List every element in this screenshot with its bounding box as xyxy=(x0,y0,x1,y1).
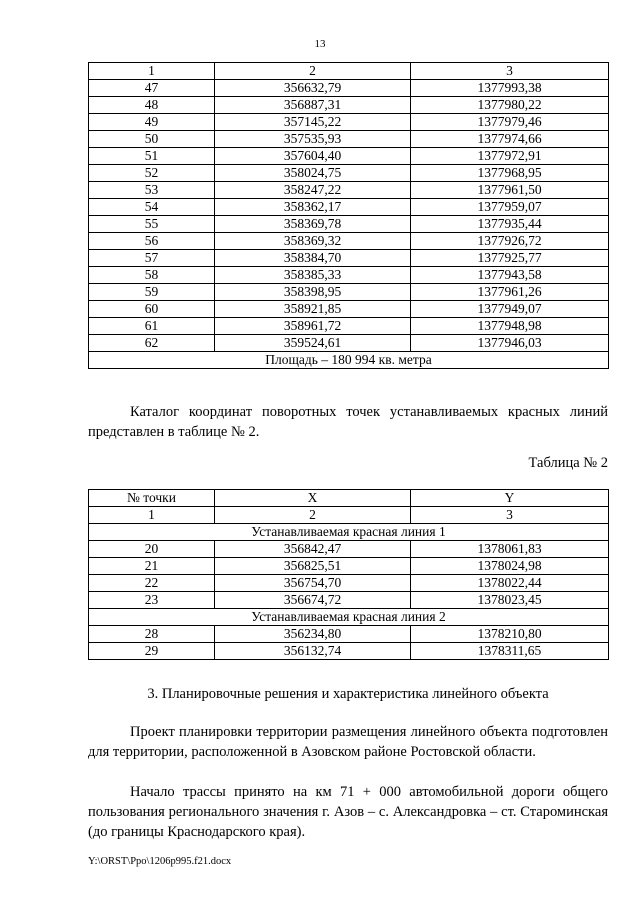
point-number-cell: 59 xyxy=(89,284,215,301)
project-paragraph: Проект планировки территории размещения линейного объекта подготовлен для территории, расположенной в Азовском районе Ростовской области. xyxy=(88,724,608,760)
table-row xyxy=(89,233,609,250)
point-number-cell: 21 xyxy=(89,558,215,575)
point-number-cell: 49 xyxy=(89,114,215,131)
y-coordinate-cell: 1377979,46 xyxy=(411,114,609,131)
route-paragraph: Начало трассы принято на км 71 + 000 автомобильной дороги общего пользования регионального значения г. Азов – с. Александровка – ст. Староминская (до границы Краснодарского края). xyxy=(88,784,608,840)
area-cell: Площадь – 180 994 кв. метра xyxy=(89,352,609,369)
group-title-row xyxy=(89,524,609,541)
y-coordinate-cell: 1377948,98 xyxy=(411,318,609,335)
column-header-cell: Y xyxy=(411,490,609,507)
point-number-cell: 51 xyxy=(89,148,215,165)
column-number-cell: 3 xyxy=(411,507,609,524)
point-number-cell: 57 xyxy=(89,250,215,267)
table-row xyxy=(89,643,609,660)
point-number-cell: 54 xyxy=(89,199,215,216)
point-number-cell: 20 xyxy=(89,541,215,558)
x-coordinate-cell: 358398,95 xyxy=(215,284,411,301)
point-number-cell: 22 xyxy=(89,575,215,592)
x-coordinate-cell: 356825,51 xyxy=(215,558,411,575)
column-header-cell: № точки xyxy=(89,490,215,507)
point-number-cell: 56 xyxy=(89,233,215,250)
x-coordinate-cell: 356674,72 xyxy=(215,592,411,609)
area-row xyxy=(89,352,609,369)
table-row xyxy=(89,267,609,284)
point-number-cell: 47 xyxy=(89,80,215,97)
y-coordinate-cell: 1377926,72 xyxy=(411,233,609,250)
x-coordinate-cell: 358369,32 xyxy=(215,233,411,250)
column-number-cell: 1 xyxy=(89,507,215,524)
table-row xyxy=(89,131,609,148)
y-coordinate-cell: 1378061,83 xyxy=(411,541,609,558)
column-number-cell: 2 xyxy=(215,63,411,80)
table-row xyxy=(89,318,609,335)
table-row xyxy=(89,114,609,131)
point-number-cell: 23 xyxy=(89,592,215,609)
x-coordinate-cell: 356887,31 xyxy=(215,97,411,114)
column-header-cell: X xyxy=(215,490,411,507)
file-path-footer: Y:\ORST\Ppo\1206p995.f21.docx xyxy=(88,856,232,867)
table-row xyxy=(89,199,609,216)
point-number-cell: 61 xyxy=(89,318,215,335)
y-coordinate-cell: 1377980,22 xyxy=(411,97,609,114)
point-number-cell: 50 xyxy=(89,131,215,148)
y-coordinate-cell: 1377949,07 xyxy=(411,301,609,318)
table-row xyxy=(89,97,609,114)
x-coordinate-cell: 357604,40 xyxy=(215,148,411,165)
y-coordinate-cell: 1377974,66 xyxy=(411,131,609,148)
table-row xyxy=(89,558,609,575)
x-coordinate-cell: 357145,22 xyxy=(215,114,411,131)
table-row xyxy=(89,216,609,233)
y-coordinate-cell: 1378210,80 xyxy=(411,626,609,643)
catalog-paragraph: Каталог координат поворотных точек устанавливаемых красных линий представлен в таблице № 2. xyxy=(88,404,608,440)
table-row xyxy=(89,165,609,182)
x-coordinate-cell: 356234,80 xyxy=(215,626,411,643)
red-lines-coordinates-table xyxy=(88,489,609,660)
table-row xyxy=(89,250,609,267)
table-row xyxy=(89,80,609,97)
table-row xyxy=(89,626,609,643)
point-number-cell: 58 xyxy=(89,267,215,284)
group-title-row xyxy=(89,609,609,626)
column-number-cell: 3 xyxy=(411,63,609,80)
page-number: 13 xyxy=(314,38,326,50)
point-number-cell: 55 xyxy=(89,216,215,233)
point-number-cell: 48 xyxy=(89,97,215,114)
point-number-cell: 29 xyxy=(89,643,215,660)
y-coordinate-cell: 1377925,77 xyxy=(411,250,609,267)
y-coordinate-cell: 1378023,45 xyxy=(411,592,609,609)
y-coordinate-cell: 1377946,03 xyxy=(411,335,609,352)
section-heading: 3. Планировочные решения и характеристика линейного объекта xyxy=(147,686,549,702)
y-coordinate-cell: 1377993,38 xyxy=(411,80,609,97)
point-number-cell: 28 xyxy=(89,626,215,643)
y-coordinate-cell: 1377961,50 xyxy=(411,182,609,199)
x-coordinate-cell: 358384,70 xyxy=(215,250,411,267)
table-row xyxy=(89,148,609,165)
y-coordinate-cell: 1378022,44 xyxy=(411,575,609,592)
x-coordinate-cell: 356132,74 xyxy=(215,643,411,660)
x-coordinate-cell: 356842,47 xyxy=(215,541,411,558)
table-2-caption: Таблица № 2 xyxy=(528,455,608,471)
y-coordinate-cell: 1377972,91 xyxy=(411,148,609,165)
y-coordinate-cell: 1377959,07 xyxy=(411,199,609,216)
x-coordinate-cell: 356632,79 xyxy=(215,80,411,97)
y-coordinate-cell: 1377961,26 xyxy=(411,284,609,301)
x-coordinate-cell: 358961,72 xyxy=(215,318,411,335)
x-coordinate-cell: 358024,75 xyxy=(215,165,411,182)
x-coordinate-cell: 358385,33 xyxy=(215,267,411,284)
column-number-row xyxy=(89,507,609,524)
table-row xyxy=(89,335,609,352)
x-coordinate-cell: 359524,61 xyxy=(215,335,411,352)
column-number-row xyxy=(89,63,609,80)
column-number-cell: 2 xyxy=(215,507,411,524)
table-row xyxy=(89,284,609,301)
x-coordinate-cell: 358921,85 xyxy=(215,301,411,318)
x-coordinate-cell: 357535,93 xyxy=(215,131,411,148)
x-coordinate-cell: 358369,78 xyxy=(215,216,411,233)
y-coordinate-cell: 1377935,44 xyxy=(411,216,609,233)
point-number-cell: 60 xyxy=(89,301,215,318)
x-coordinate-cell: 358362,17 xyxy=(215,199,411,216)
point-number-cell: 53 xyxy=(89,182,215,199)
y-coordinate-cell: 1378311,65 xyxy=(411,643,609,660)
table-row xyxy=(89,592,609,609)
x-coordinate-cell: 358247,22 xyxy=(215,182,411,199)
table-row xyxy=(89,575,609,592)
table-row xyxy=(89,541,609,558)
y-coordinate-cell: 1377943,58 xyxy=(411,267,609,284)
point-number-cell: 62 xyxy=(89,335,215,352)
header-row xyxy=(89,490,609,507)
red-line-group-title: Устанавливаемая красная линия 1 xyxy=(89,524,609,541)
x-coordinate-cell: 356754,70 xyxy=(215,575,411,592)
y-coordinate-cell: 1378024,98 xyxy=(411,558,609,575)
coordinates-table-continued xyxy=(88,62,609,369)
red-line-group-title: Устанавливаемая красная линия 2 xyxy=(89,609,609,626)
point-number-cell: 52 xyxy=(89,165,215,182)
column-number-cell: 1 xyxy=(89,63,215,80)
table-row xyxy=(89,182,609,199)
table-row xyxy=(89,301,609,318)
y-coordinate-cell: 1377968,95 xyxy=(411,165,609,182)
